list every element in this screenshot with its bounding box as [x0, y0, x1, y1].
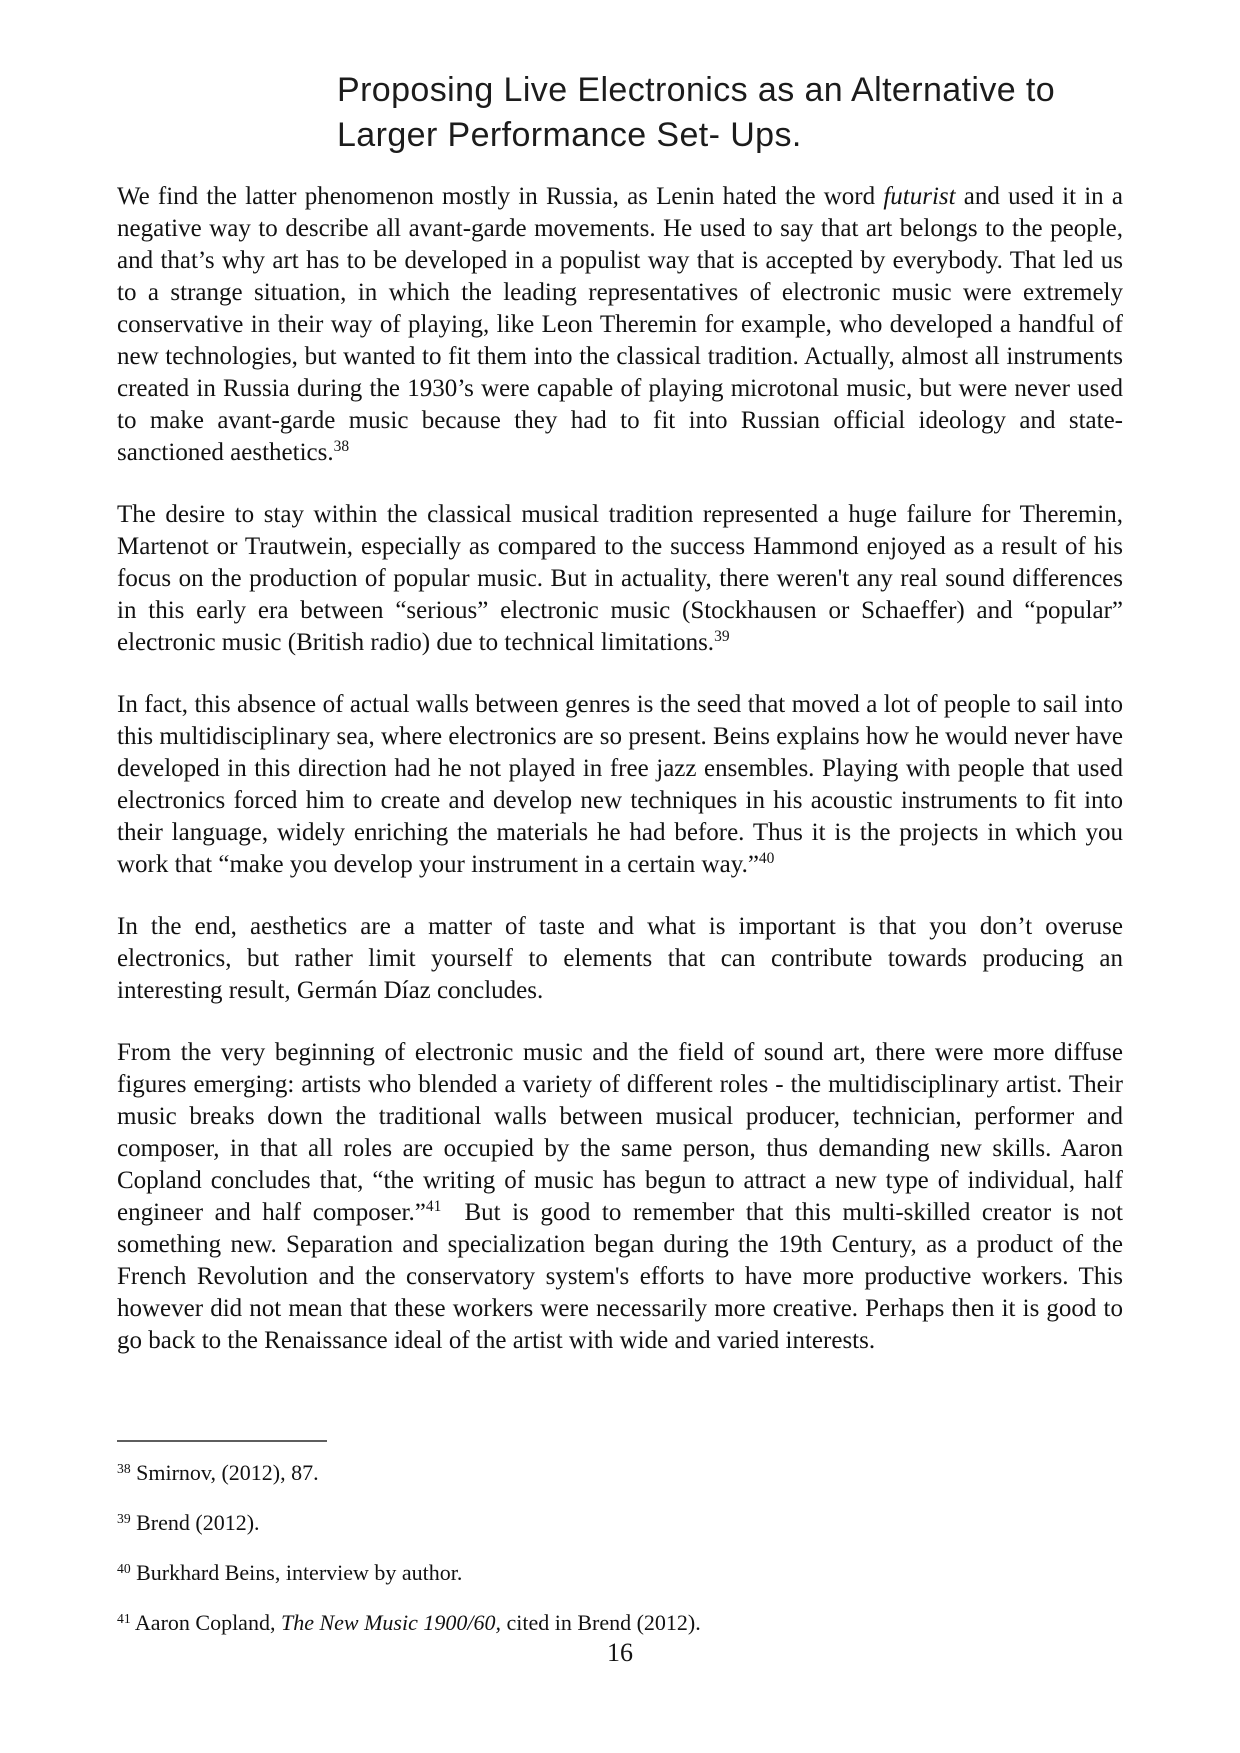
- body-text: [117, 181, 1123, 1387]
- text-run: Aaron Copland,: [130, 1610, 281, 1635]
- page-number: 16: [607, 1638, 633, 1667]
- footnotes: [117, 1459, 1123, 1637]
- title-line-2: Larger Performance Set- Ups.: [337, 116, 802, 154]
- footnote-separator: [117, 1440, 327, 1442]
- footnote: [117, 1459, 1123, 1487]
- page-title: [337, 68, 1055, 158]
- paragraph: [117, 911, 1123, 1007]
- paragraph: [117, 1037, 1123, 1357]
- text-run: and used it in a negative way to describe all avant-garde movements. He used to say that art belongs to the people, and that’s why art has to be developed in a populist way that is accepted by everybody. That led us to a strange situation, in which the leading representatives of electronic music were extremely conservative in their way of playing, like Leon Theremin for example, who developed a handful of new technologies, but wanted to fit them into the classical tradition. Actually, almost all instruments created in Russia during the 1930’s were capable of playing microtonal music, but were never used to make avant-garde music because they had to fit into Russian official ideology and state-sanctioned aesthetics.: [117, 183, 1123, 466]
- title-line-1: Proposing Live Electronics as an Alternative to: [337, 71, 1056, 109]
- text-run: The New Music 1900/60,: [280, 1610, 501, 1635]
- text-run: We find the latter phenomenon mostly in Russia, as Lenin hated the word: [117, 183, 884, 210]
- text-run: In the end, aesthetics are a matter of taste and what is important is that you don’t overuse electronics, but rather limit yourself to elements that can contribute towards producing an interesting result, Germán Díaz concludes.: [117, 913, 1123, 1004]
- text-run: Smirnov, (2012), 87.: [130, 1460, 319, 1485]
- text-run: From the very beginning of electronic music and the field of sound art, there were more diffuse figures emerging: artists who blended a variety of different roles - the multidisciplinary artist. Their music breaks down the traditional walls between musical producer, technician, performer and composer, in that all roles are occupied by the same person, thus demanding new skills. Aaron Copland concludes that, “the writing of music has begun to attract a new type of individual, half engineer and half composer.”: [117, 1039, 1123, 1226]
- footnote: [117, 1559, 1123, 1587]
- footnote-area: [117, 1440, 1123, 1659]
- text-run: cited in Brend (2012).: [500, 1610, 701, 1635]
- footnote-number: 41: [117, 1610, 131, 1626]
- text-run: The desire to stay within the classical musical tradition represented a huge failure for Theremin, Martenot or Trautwein, especially as compared to the success Hammond enjoyed as a result of his focus on the production of popular music. But in actuality, there weren't any real sound differences in this early era between “serious” electronic music (Stockhausen or Schaeffer) and “popular” electronic music (British radio) due to technical limitations.: [117, 501, 1123, 656]
- footnote-ref: 41: [425, 1198, 442, 1216]
- text-run: But is good to remember that this multi-skilled creator is not something new. Separation and specialization began during the 19th Century, as a product of the French Revolution and the conservatory system's efforts to have more productive workers. This however did not mean that these workers were necessarily more creative. Perhaps then it is good to go back to the Renaissance ideal of the artist with wide and varied interests.: [117, 1199, 1123, 1354]
- paragraph: [117, 181, 1123, 469]
- footnote: [117, 1509, 1123, 1537]
- paragraph: [117, 689, 1123, 881]
- footnote-ref: 40: [758, 850, 775, 868]
- footnote-number: 40: [117, 1560, 131, 1576]
- footnote-number: 39: [117, 1510, 131, 1526]
- paragraph: [117, 499, 1123, 659]
- text-run: futurist: [883, 183, 956, 210]
- footnote-number: 38: [117, 1460, 131, 1476]
- footnote-ref: 38: [333, 438, 350, 456]
- text-run: In fact, this absence of actual walls between genres is the seed that moved a lot of people to sail into this multidisciplinary sea, where electronics are so present. Beins explains how he would never have developed in this direction had he not played in free jazz ensembles. Playing with people that used electronics forced him to create and develop new techniques in his acoustic instruments to fit into their language, widely enriching the materials he had before. Thus it is the projects in which you work that “make you develop your instrument in a certain way.”: [117, 691, 1123, 878]
- footnote: [117, 1609, 1123, 1637]
- text-run: Burkhard Beins, interview by author.: [130, 1560, 463, 1585]
- text-run: Brend (2012).: [130, 1510, 260, 1535]
- footnote-ref: 39: [714, 628, 730, 646]
